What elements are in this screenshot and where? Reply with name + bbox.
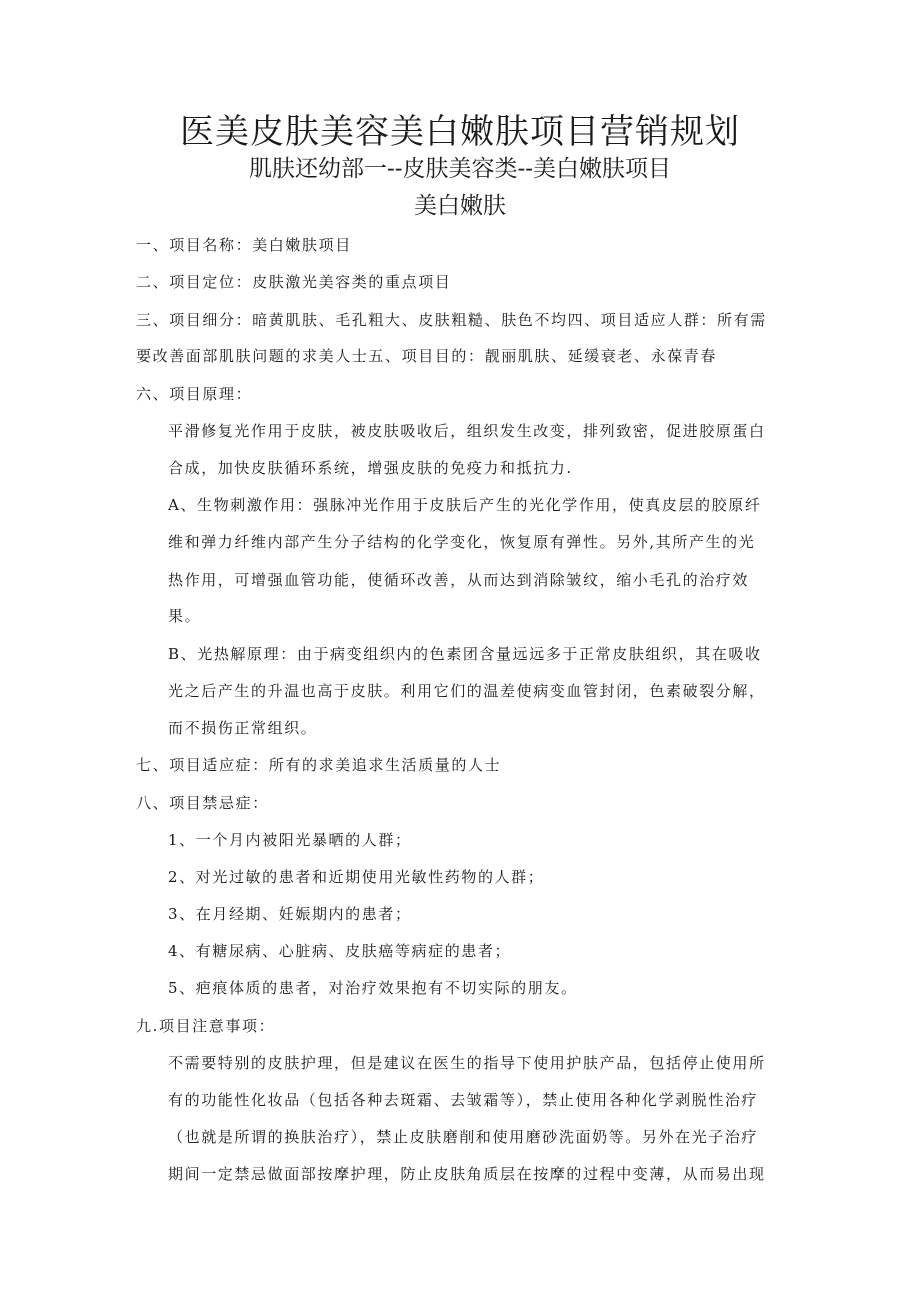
paragraph-line: 期间一定禁忌做面部按摩护理，防止皮肤角质层在按摩的过程中变薄，从而易出现 <box>168 1165 766 1183</box>
paragraph-line: 维和弹力纤维内部产生分子结构的化学变化，恢复原有弹性。另外,其所产生的光 <box>168 533 756 551</box>
list-item: 4、有糖尿病、心脏病、皮肤癌等病症的患者； <box>168 942 512 960</box>
paragraph-line: B、光热解原理：由于病变组织内的色素团含量远远多于正常皮肤组织，其在吸收 <box>168 645 762 663</box>
item-project-segments: 三、项目细分：暗黄肌肤、毛孔粗大、皮肤粗糙、肤色不均四、项目适应人群：所有需 <box>136 311 767 329</box>
paragraph-line: 平滑修复光作用于皮肤，被皮肤吸收后，组织发生改变，排列致密，促进胶原蛋白 <box>168 422 766 440</box>
paragraph-line: 合成，加快皮肤循环系统，增强皮肤的免疫力和抵抗力. <box>168 459 573 477</box>
paragraph-line: 而不损伤正常组织。 <box>168 719 318 737</box>
item-contraindications-heading: 八、项目禁忌症： <box>136 794 269 812</box>
paragraph-line: 热作用，可增强血管功能，使循环改善，从而达到消除皱纹，缩小毛孔的治疗效 <box>168 571 750 589</box>
paragraph-line: 有的功能性化妆品（包括各种去斑霜、去皱霜等），禁止使用各种化学剥脱性治疗 <box>168 1091 759 1109</box>
paragraph-line: 不需要特别的皮肤护理，但是建议在医生的指导下使用护肤产品，包括停止使用所 <box>168 1054 766 1072</box>
paragraph-line: A、生物刺激作用：强脉冲光作用于皮肤后产生的光化学作用，使真皮层的胶原纤 <box>168 496 762 514</box>
list-item: 2、对光过敏的患者和近期使用光敏性药物的人群； <box>168 868 545 886</box>
item-precautions-heading: 九.项目注意事项： <box>136 1017 276 1035</box>
document-title: 医美皮肤美容美白嫩肤项目营销规划 <box>180 112 740 152</box>
item-project-name: 一、项目名称：美白嫩肤项目 <box>136 236 352 254</box>
list-item: 3、在月经期、妊娠期内的患者； <box>168 905 412 923</box>
document-subtitle: 肌肤还幼部一--皮肤美容类--美白嫩肤项目 <box>248 156 672 182</box>
item-project-goal: 要改善面部肌肤问题的求美人士五、项目目的：靓丽肌肤、延缓衰老、永葆青春 <box>136 347 718 365</box>
paragraph-line: 果。 <box>168 607 202 625</box>
paragraph-line: 光之后产生的升温也高于皮肤。利用它们的温差使病变血管封闭，色素破裂分解， <box>168 682 766 700</box>
list-item: 1、一个月内被阳光暴晒的人群； <box>168 831 412 849</box>
section-heading: 美白嫩肤 <box>414 193 506 219</box>
item-project-positioning: 二、项目定位：皮肤激光美容类的重点项目 <box>136 273 452 291</box>
paragraph-line: （也就是所谓的换肤治疗），禁止皮肤磨削和使用磨砂洗面奶等。另外在光子治疗 <box>168 1128 759 1146</box>
item-indications: 七、项目适应症：所有的求美追求生活质量的人士 <box>136 756 502 774</box>
list-item: 5、疤痕体质的患者，对治疗效果抱有不切实际的朋友。 <box>168 979 578 997</box>
item-principle-heading: 六、项目原理： <box>136 385 253 403</box>
